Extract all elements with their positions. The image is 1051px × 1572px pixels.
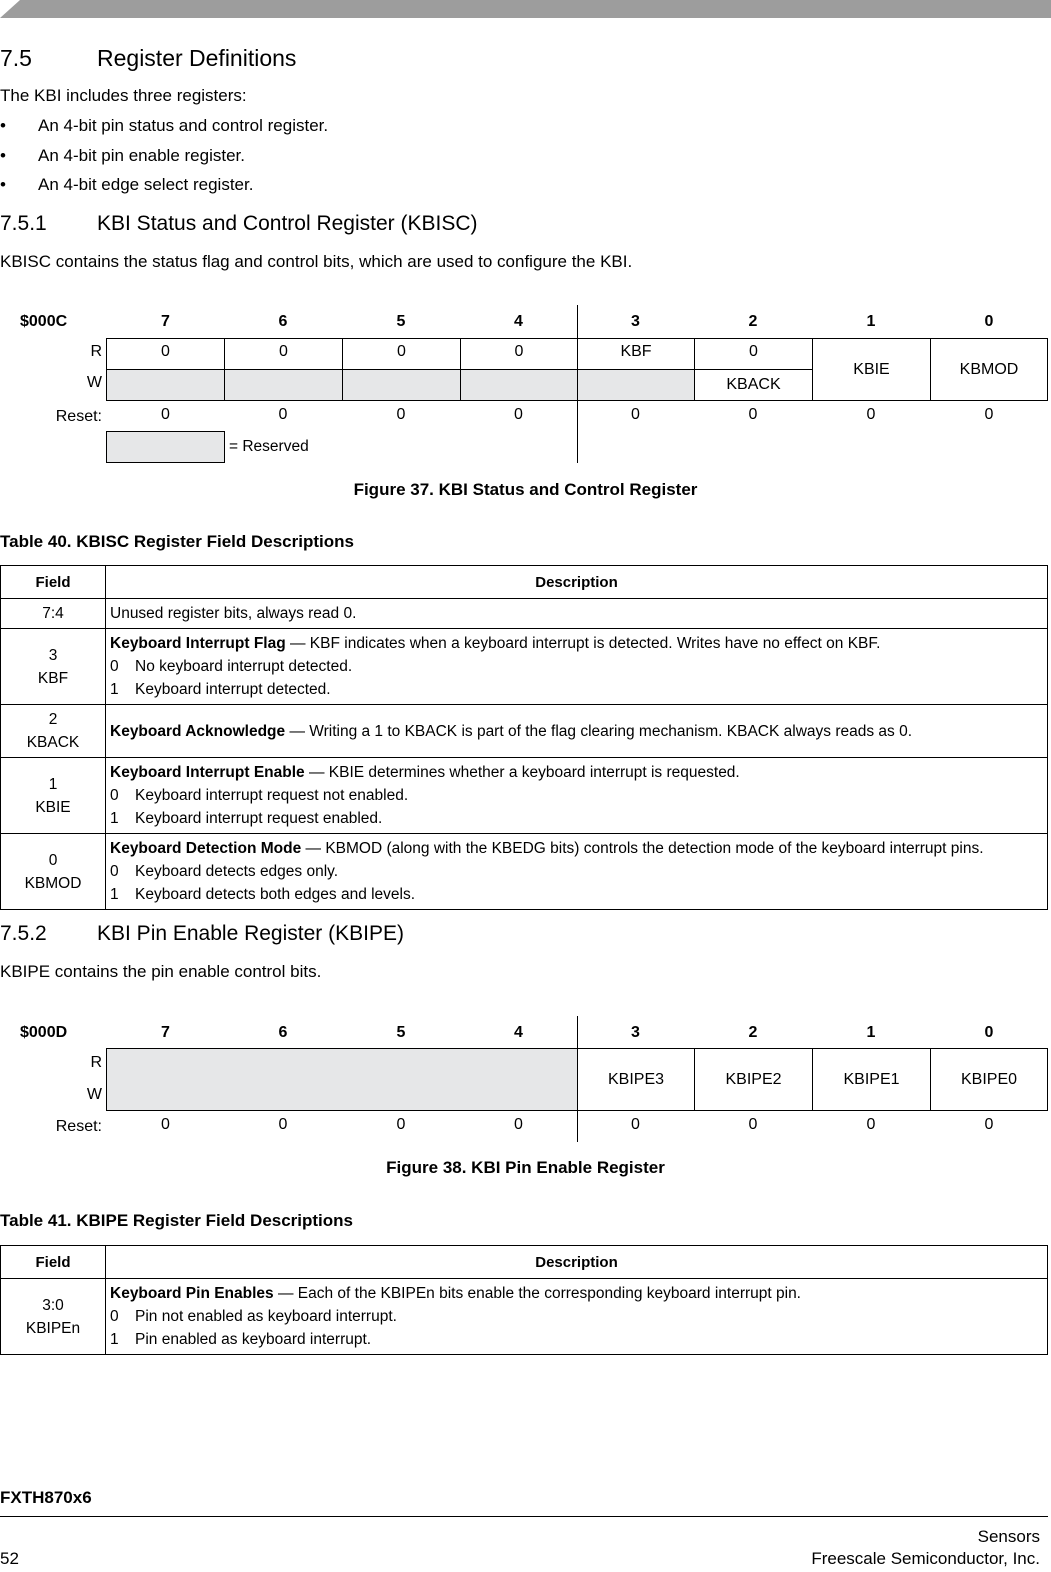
reserved-cell <box>106 1048 578 1111</box>
description-title: Keyboard Acknowledge <box>110 722 286 740</box>
description-text: — KBMOD (along with the KBEDG bits) controls the detection mode of the keyboard interrupt pins. <box>301 840 984 857</box>
field-cell <box>1 758 106 834</box>
figure-caption: Figure 38. KBI Pin Enable Register <box>386 1158 665 1177</box>
subsection-text: KBIPE contains the pin enable control bits. <box>0 962 322 981</box>
option-text: Keyboard detects both edges and levels. <box>135 886 416 903</box>
section-title: Register Definitions <box>97 45 297 71</box>
bullet-dot: • <box>0 175 6 194</box>
description-text: — KBF indicates when a keyboard interrupt is detected. Writes have no effect on KBF. <box>285 635 881 652</box>
reset-value: 0 <box>161 1116 170 1133</box>
reserved-legend-swatch <box>106 431 225 463</box>
reset-value: 0 <box>866 1116 876 1133</box>
table-header: Description <box>106 1246 1048 1279</box>
kbmod-field: KBMOD <box>930 338 1048 401</box>
register-address: $000C <box>20 313 68 330</box>
subsection-text: KBISC contains the status flag and control bits, which are used to configure the KBI. <box>0 252 633 271</box>
reset-label: Reset: <box>55 1118 102 1135</box>
description-title: Keyboard Interrupt Enable <box>110 764 305 781</box>
bullet-text: An 4-bit pin status and control register. <box>38 116 329 135</box>
description-text: — KBIE determines whether a keyboard interrupt is requested. <box>304 764 740 781</box>
option-line <box>110 678 1043 701</box>
reset-label: Reset: <box>55 408 102 425</box>
reserved-cell <box>577 369 695 401</box>
bit-number: 0 <box>984 1024 994 1041</box>
kbisc-field-table <box>0 565 1048 910</box>
kbipe0-field: KBIPE0 <box>930 1048 1048 1111</box>
description-cell <box>106 599 1048 629</box>
bit-number: 3 <box>631 313 640 330</box>
footer-company: Freescale Semiconductor, Inc. <box>811 1549 1040 1568</box>
footer-category: Sensors <box>977 1527 1040 1546</box>
subsection-number: 7.5.2 <box>0 922 47 945</box>
subsection-heading <box>0 212 1051 240</box>
option-value: 1 <box>110 1331 119 1348</box>
table-header-row <box>1 566 1048 599</box>
bit-number: 6 <box>278 1024 288 1041</box>
table-caption: Table 40. KBISC Register Field Descriptions <box>0 532 354 551</box>
description-text: — Each of the KBIPEn bits enable the corresponding keyboard interrupt pin. <box>273 1285 801 1302</box>
field-cell <box>1 705 106 758</box>
bit-number: 6 <box>278 313 288 330</box>
table-row <box>1 629 1048 705</box>
field-name: KBIPEn <box>25 1319 81 1337</box>
option-line <box>110 655 1043 678</box>
field-name: KBACK <box>26 734 80 751</box>
option-value: 0 <box>110 787 119 804</box>
subsection-heading <box>0 922 1051 950</box>
subsection-number: 7.5.1 <box>0 212 47 235</box>
option-line <box>110 860 1043 883</box>
field-name: KBMOD <box>24 874 82 892</box>
table-row <box>1 599 1048 629</box>
field-bits: 2 <box>48 711 58 728</box>
option-line <box>110 883 1043 906</box>
bullet-text: An 4-bit edge select register. <box>38 175 254 194</box>
reset-value: 0 <box>631 1116 640 1133</box>
bit7-read: 0 <box>106 338 225 370</box>
reset-value: 0 <box>161 406 170 423</box>
document-id: FXTH870x6 <box>0 1488 92 1507</box>
section-number: 7.5 <box>0 45 32 71</box>
reset-value: 0 <box>396 1116 406 1133</box>
field-cell <box>1 629 106 705</box>
option-text: Pin enabled as keyboard interrupt. <box>135 1331 372 1348</box>
option-value: 0 <box>110 658 119 675</box>
read-label: R <box>90 1054 102 1071</box>
bit-number: 4 <box>514 1024 523 1041</box>
option-text: Keyboard interrupt request not enabled. <box>135 787 409 804</box>
option-value: 0 <box>110 1308 119 1325</box>
table-row <box>1 705 1048 758</box>
option-value: 1 <box>110 681 119 698</box>
option-text: No keyboard interrupt detected. <box>135 658 353 675</box>
bit4-read: 0 <box>460 338 578 370</box>
reset-value: 0 <box>278 406 288 423</box>
bit-number: 3 <box>631 1024 640 1041</box>
table-row <box>1 834 1048 910</box>
subsection-title: KBI Pin Enable Register (KBIPE) <box>97 922 404 945</box>
header-bar <box>0 0 1051 18</box>
reset-value: 0 <box>278 1116 288 1133</box>
option-line <box>110 784 1043 807</box>
kbisc-register-figure <box>0 305 1051 465</box>
field-name: KBF <box>37 669 69 687</box>
section-heading <box>0 45 1051 75</box>
description-text: Unused register bits, always read 0. <box>110 605 357 622</box>
field-bits: 3:0 <box>42 1296 64 1314</box>
bullet-dot: • <box>0 116 6 135</box>
bullet-text: An 4-bit pin enable register. <box>38 146 245 165</box>
option-value: 0 <box>110 863 119 880</box>
description-cell <box>106 705 1048 758</box>
bullet-dot: • <box>0 146 6 165</box>
bit-number: 2 <box>748 1024 758 1041</box>
intro-text: The KBI includes three registers: <box>0 86 247 105</box>
bit-number: 7 <box>161 1024 170 1041</box>
option-line <box>110 1328 1043 1351</box>
bit5-read: 0 <box>342 338 461 370</box>
register-address: $000D <box>20 1024 68 1041</box>
kback-write: KBACK <box>694 369 813 401</box>
field-cell <box>1 1279 106 1355</box>
description-cell <box>106 629 1048 705</box>
reserved-legend-text: = Reserved <box>229 438 309 455</box>
reserved-cell <box>224 369 343 401</box>
description-title: Keyboard Pin Enables <box>110 1285 274 1302</box>
reset-value: 0 <box>984 406 994 423</box>
reset-value: 0 <box>984 1116 994 1133</box>
option-line <box>110 1305 1043 1328</box>
field-name: KBIE <box>35 798 71 816</box>
field-bits: 7:4 <box>42 605 64 622</box>
description-title: Keyboard Interrupt Flag <box>110 635 286 652</box>
reset-value: 0 <box>748 406 758 423</box>
bit-number: 0 <box>984 313 994 330</box>
reset-value: 0 <box>631 406 640 423</box>
reset-value: 0 <box>396 406 406 423</box>
page-number: 52 <box>0 1549 19 1568</box>
option-value: 1 <box>110 810 119 827</box>
table-row <box>1 758 1048 834</box>
description-text: — Writing a 1 to KBACK is part of the flag clearing mechanism. KBACK always reads as 0. <box>285 722 913 740</box>
field-bits: 0 <box>48 851 58 869</box>
kbipe-register-figure <box>0 1016 1051 1146</box>
table-header: Description <box>106 566 1048 599</box>
option-text: Pin not enabled as keyboard interrupt. <box>135 1308 397 1325</box>
reserved-cell <box>460 369 578 401</box>
description-cell <box>106 1279 1048 1355</box>
figure-caption: Figure 37. KBI Status and Control Register <box>353 480 698 499</box>
description-cell <box>106 834 1048 910</box>
option-value: 1 <box>110 886 119 903</box>
reserved-cell <box>342 369 461 401</box>
table-header: Field <box>1 1246 106 1279</box>
reset-value: 0 <box>866 406 876 423</box>
bit-number: 1 <box>866 313 876 330</box>
field-cell <box>1 599 106 629</box>
table-row <box>1 1279 1048 1355</box>
bit-number: 5 <box>396 1024 406 1041</box>
kbipe3-field: KBIPE3 <box>577 1048 695 1111</box>
field-bits: 3 <box>48 646 58 664</box>
bit-number: 5 <box>396 313 406 330</box>
kbipe2-field: KBIPE2 <box>694 1048 813 1111</box>
footer-divider <box>0 1516 1048 1517</box>
kbipe1-field: KBIPE1 <box>812 1048 931 1111</box>
option-line <box>110 807 1043 830</box>
bit-number: 7 <box>161 313 170 330</box>
subsection-title: KBI Status and Control Register (KBISC) <box>97 212 478 235</box>
kbf-read: KBF <box>577 338 695 370</box>
field-bits: 1 <box>48 775 58 793</box>
description-title: Keyboard Detection Mode <box>110 840 302 857</box>
option-text: Keyboard interrupt request enabled. <box>135 810 383 827</box>
reserved-cell <box>106 369 225 401</box>
kbie-field: KBIE <box>812 338 931 401</box>
reset-value: 0 <box>514 406 523 423</box>
bit6-read: 0 <box>224 338 343 370</box>
option-text: Keyboard interrupt detected. <box>135 681 331 698</box>
table-caption: Table 41. KBIPE Register Field Descriptions <box>0 1211 354 1230</box>
kbipe-field-table <box>0 1245 1048 1355</box>
table-header: Field <box>1 566 106 599</box>
read-label: R <box>90 343 102 360</box>
bit-number: 1 <box>866 1024 876 1041</box>
option-text: Keyboard detects edges only. <box>135 863 339 880</box>
reset-value: 0 <box>514 1116 523 1133</box>
field-cell <box>1 834 106 910</box>
write-label: W <box>86 1086 102 1103</box>
write-label: W <box>86 374 102 391</box>
reset-value: 0 <box>748 1116 758 1133</box>
bit-number: 2 <box>748 313 758 330</box>
description-cell <box>106 758 1048 834</box>
bit2-read: 0 <box>694 338 813 370</box>
table-header-row <box>1 1246 1048 1279</box>
bit-number: 4 <box>514 313 523 330</box>
